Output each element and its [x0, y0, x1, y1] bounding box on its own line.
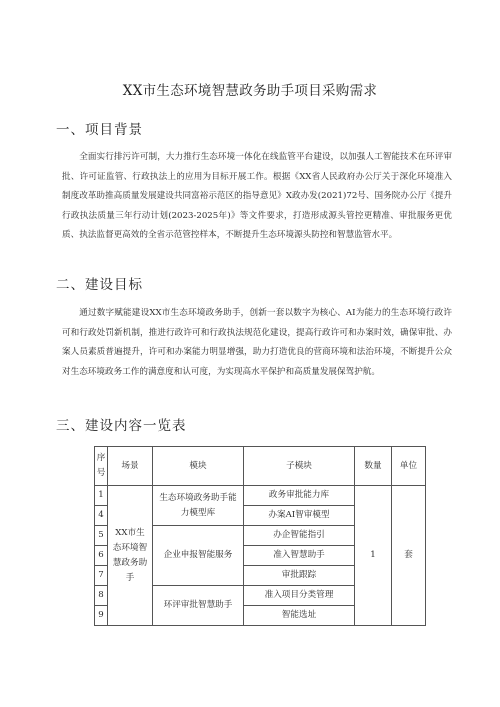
section-heading-goals: 二、建设目标: [56, 277, 143, 293]
table-row: [95, 486, 426, 506]
cell-seq: 8: [95, 586, 108, 606]
header-submodule: 子模块: [244, 447, 355, 486]
cell-unit: 套: [392, 486, 426, 626]
cell-submodule: 办企智能指引: [244, 526, 355, 546]
cell-seq: 9: [95, 606, 108, 626]
section-paragraph-background: 全面实行排污许可制，大力推行生态环境一体化在线监管平台建设，以加强人工智能技术在环评审批、许可证监管、行政执法上的应用为目标开展工作。根据《XX省人民政府办公厅关于深化环境准入制度改革助推高质量发展建设共同富裕示范区的指导意见》X政办发(2021)72号、国务院办公厅《提升行政执法质量三年行动计划(2023-2025年)》等文件要求，打造形成源头管控更精准、审批服务更优质、执法监督更高效的全省示范管控样本，不断提升生态环境源头防控和智慧监管水平。: [62, 152, 452, 241]
cell-scene: XX市生态环境智慧政务助手: [108, 486, 153, 626]
section-paragraph-goals: 通过数字赋能建设XX市生态环境政务助手，创新一套以数字为核心、AI为能力的生态环境行政许可和行政处罚新机制，推进行政许可和行政执法规范化建设，提高行政许可和办案时效，确保审批、办案人员素质普遍提升，许可和办案能力明显增强，助力打造优良的营商环境和法治环境，不断提升公众对生态环境政务工作的满意度和认可度，为实现高水平保护和高质量发展保驾护航。: [62, 308, 452, 377]
header-unit: 单位: [392, 447, 426, 486]
contents-table: [94, 446, 426, 626]
header-scene: 场景: [108, 447, 153, 486]
cell-submodule: 审批跟踪: [244, 566, 355, 586]
cell-seq: 4: [95, 506, 108, 526]
header-seq: 序号: [95, 447, 108, 486]
header-qty: 数量: [355, 447, 392, 486]
cell-submodule: 智能选址: [244, 606, 355, 626]
document-title: XX市生态环境智慧政务助手项目采购需求: [122, 83, 378, 99]
cell-seq: 7: [95, 566, 108, 586]
table-header-row: [95, 447, 426, 486]
section-heading-background: 一、项目背景: [56, 122, 143, 138]
cell-module: 环评审批智慧助手: [153, 586, 244, 626]
cell-qty: 1: [355, 486, 392, 626]
section-heading-contents: 三、建设内容一览表: [56, 418, 187, 434]
header-module: 模块: [153, 447, 244, 486]
cell-module: 生态环境政务助手能力模型库: [153, 486, 244, 526]
cell-submodule: 准入智慧助手: [244, 546, 355, 566]
cell-submodule: 办案AI智审模型: [244, 506, 355, 526]
cell-seq: 6: [95, 546, 108, 566]
cell-submodule: 政务审批能力库: [244, 486, 355, 506]
cell-module: 企业申报智能服务: [153, 526, 244, 586]
cell-seq: 5: [95, 526, 108, 546]
cell-seq: 1: [95, 486, 108, 506]
cell-submodule: 准入项目分类管理: [244, 586, 355, 606]
